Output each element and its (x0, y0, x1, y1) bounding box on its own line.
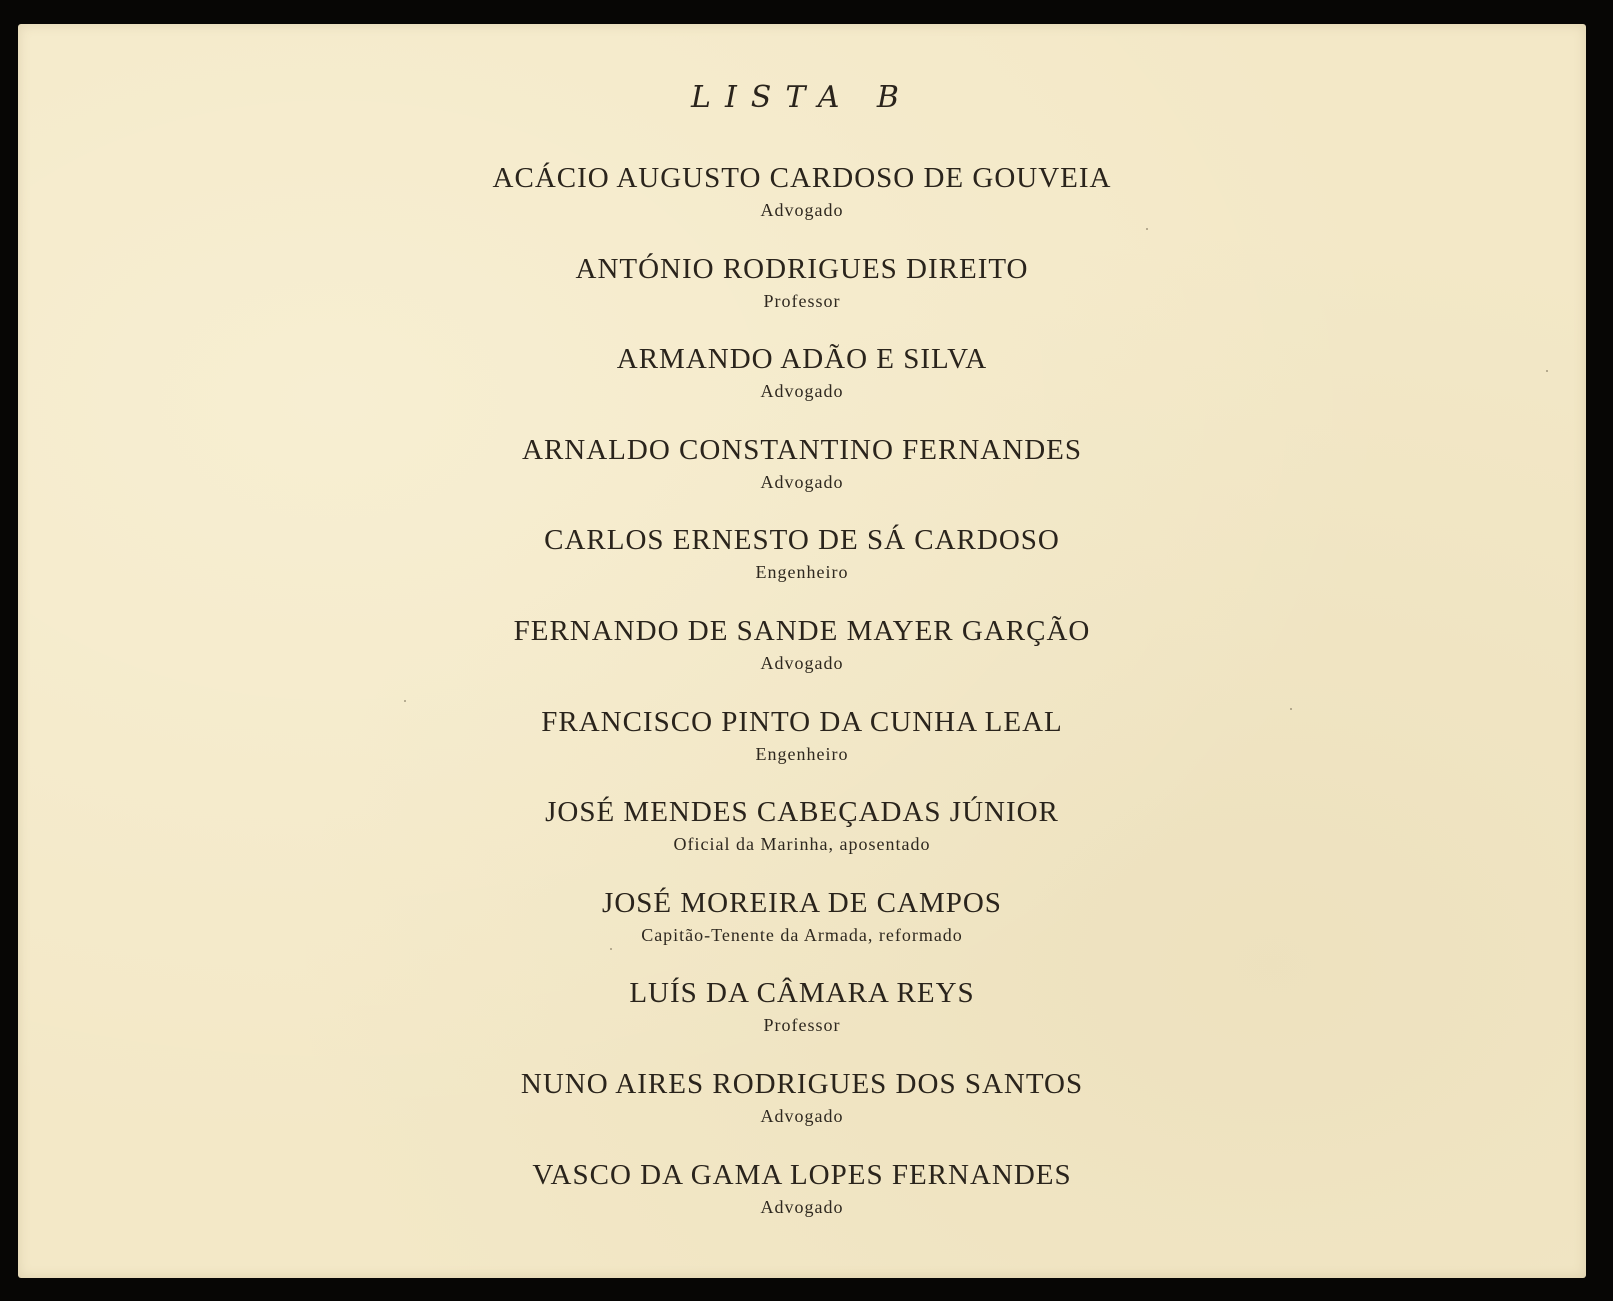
candidate-entry (18, 1066, 1586, 1157)
candidate-profession: Engenheiro (755, 743, 849, 764)
candidate-profession: Advogado (760, 200, 844, 220)
candidate-entry (18, 704, 1586, 795)
candidate-entry (18, 341, 1586, 432)
candidate-name: FERNANDO DE SANDE MAYER GARÇÃO (513, 614, 1091, 647)
candidate-profession: Advogado (760, 381, 844, 402)
candidate-entry (18, 251, 1586, 342)
candidate-entry (18, 160, 1586, 251)
candidate-profession: Engenheiro (755, 562, 849, 583)
paper-speck (404, 700, 406, 702)
candidate-entry (18, 885, 1586, 976)
candidate-entry (18, 613, 1586, 704)
candidate-profession: Professor (763, 290, 841, 311)
candidate-name: NUNO AIRES RODRIGUES DOS SANTOS (520, 1067, 1084, 1100)
candidate-name: VASCO DA GAMA LOPES FERNANDES (532, 1158, 1072, 1191)
candidate-name: FRANCISCO PINTO DA CUNHA LEAL (541, 705, 1063, 738)
paper-speck (1290, 708, 1292, 710)
candidate-name: ANTÓNIO RODRIGUES DIREITO (575, 252, 1029, 285)
candidate-profession: Oficial da Marinha, aposentado (673, 834, 931, 855)
candidate-entry (18, 522, 1586, 613)
candidate-profession: Capitão-Tenente da Armada, reformado (641, 924, 963, 945)
paper-speck (1546, 370, 1548, 372)
candidate-entry (18, 1157, 1586, 1248)
candidate-name: LUÍS DA CÂMARA REYS (629, 977, 975, 1010)
candidate-profession: Advogado (760, 652, 844, 673)
candidate-name: ARMANDO ADÃO E SILVA (616, 343, 988, 376)
candidate-list (18, 160, 1586, 1247)
paper-speck (1146, 228, 1148, 230)
candidate-name: CARLOS ERNESTO DE SÁ CARDOSO (544, 524, 1060, 557)
candidate-name: JOSÉ MOREIRA DE CAMPOS (602, 886, 1002, 919)
candidate-entry (18, 432, 1586, 523)
candidate-entry (18, 975, 1586, 1066)
candidate-profession: Professor (763, 1015, 841, 1036)
ballot-paper (18, 24, 1586, 1278)
list-title: LISTA B (691, 80, 913, 115)
candidate-profession: Advogado (760, 471, 844, 492)
candidate-entry (18, 794, 1586, 885)
candidate-name: JOSÉ MENDES CABEÇADAS JÚNIOR (545, 796, 1059, 829)
candidate-name: ARNALDO CONSTANTINO FERNANDES (522, 433, 1082, 466)
paper-speck (610, 948, 612, 950)
candidate-profession: Advogado (760, 1196, 844, 1217)
candidate-name: ACÁCIO AUGUSTO CARDOSO DE GOUVEIA (492, 162, 1112, 194)
candidate-profession: Advogado (760, 1105, 844, 1126)
